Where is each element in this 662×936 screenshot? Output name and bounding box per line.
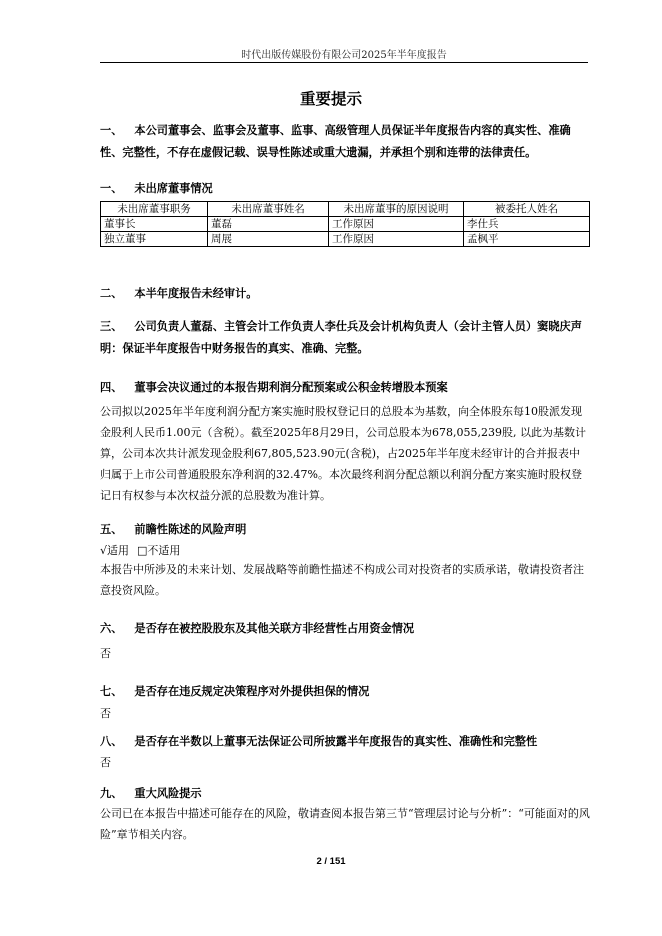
- profit-distribution-heading: [100, 379, 590, 395]
- page-title: 重要提示: [299, 89, 362, 108]
- section-number: 五、: [100, 522, 123, 536]
- statement-1-number: 一、: [100, 123, 123, 137]
- table-cell: 周展: [208, 232, 329, 247]
- section-number: 七、: [100, 684, 123, 698]
- section-heading: 未出席董事情况: [134, 181, 213, 195]
- table-cell: 孟枫平: [464, 232, 590, 247]
- section-number: 三、: [100, 319, 123, 333]
- checkbox-applicable: √适用: [100, 544, 130, 557]
- table-header-cell: 未出席董事姓名: [208, 202, 329, 217]
- absent-directors-heading: [100, 180, 590, 196]
- table-row: [101, 232, 590, 247]
- guarantee-answer: 否: [100, 707, 111, 720]
- table-cell: 董事长: [101, 217, 208, 232]
- major-risk-body: 公司已在本报告中描述可能存在的风险，敬请查阅本报告第三节“管理层讨论与分析”：“可能面对的风险”章节相关内容。: [100, 807, 590, 841]
- table-header-cell: 未出席董事的原因说明: [329, 202, 464, 217]
- table-cell: 工作原因: [329, 232, 464, 247]
- forward-looking-heading: [100, 521, 590, 537]
- guarantee-heading: [100, 683, 590, 699]
- section-number: 四、: [100, 380, 123, 394]
- statement-1-text: 本公司董事会、监事会及董事、监事、高级管理人员保证半年度报告内容的真实性、准确性、完整性，不存在虚假记载、误导性陈述或重大遗漏，并承担个别和连带的法律责任。: [100, 123, 571, 159]
- funds-occupation-answer: 否: [100, 647, 111, 660]
- checkbox-not-applicable: □不适用: [137, 544, 181, 557]
- statement-text: 本半年度报告未经审计。: [134, 286, 258, 300]
- forward-looking-body: 本报告中所涉及的未来计划、发展战略等前瞻性描述不构成公司对投资者的实质承诺，敬请投资者注意投资风险。: [100, 563, 584, 597]
- table-cell: 董磊: [208, 217, 329, 232]
- table-header-cell: 未出席董事职务: [101, 202, 208, 217]
- section-number: 一、: [100, 181, 123, 195]
- directors-guarantee-answer: 否: [100, 756, 111, 769]
- section-number: 八、: [100, 734, 123, 748]
- profit-distribution-body: 公司拟以2025年半年度利润分配方案实施时股权登记日的总股本为基数，向全体股东每10股派发现金股利人民币1.00元（含税）。截至2025年8月29日，公司总股本为678,055,239股, 以此为基数计算，公司本次共计派发现金股利67,805,523.90元(含税)，占2025年半年度未经审计的合并报表中归属于上市公司普通股股东净利润的32.47%。本次最终利润分配总额以利润分配方案实施时股权登记日有权参与本次权益分派的总股数为准计算。: [100, 405, 586, 502]
- header-rule: [100, 62, 588, 63]
- running-header: 时代出版传媒股份有限公司2025年半年度报告: [241, 50, 447, 61]
- table-header-row: [101, 202, 590, 217]
- page-number: 2 / 151: [316, 856, 346, 867]
- table-row: [101, 217, 590, 232]
- section-heading: 是否存在违反规定决策程序对外提供担保的情况: [134, 684, 370, 698]
- section-heading: 董事会决议通过的本报告期利润分配预案或公积金转增股本预案: [134, 380, 448, 394]
- statement-not-audited: [100, 285, 590, 301]
- table-cell: 李仕兵: [464, 217, 590, 232]
- table-cell: 工作原因: [329, 217, 464, 232]
- section-heading: 是否存在半数以上董事无法保证公司所披露半年度报告的真实性、准确性和完整性: [134, 734, 538, 748]
- statement-responsible-persons: [100, 315, 590, 359]
- table-cell: 独立董事: [101, 232, 208, 247]
- section-heading: 是否存在被控股股东及其他关联方非经营性占用资金情况: [134, 621, 415, 635]
- section-heading: 前瞻性陈述的风险声明: [134, 522, 247, 536]
- section-number: 九、: [100, 786, 123, 800]
- funds-occupation-heading: [100, 620, 590, 636]
- absent-directors-table: [100, 201, 590, 247]
- major-risk-heading: [100, 785, 590, 801]
- section-heading: 重大风险提示: [134, 786, 202, 800]
- applicability-checkboxes: [100, 542, 590, 558]
- directors-guarantee-heading: [100, 733, 590, 749]
- statement-text: 公司负责人董磊、主管会计工作负责人李仕兵及会计机构负责人（会计主管人员）窦晓庆声明：保证半年度报告中财务报告的真实、准确、完整。: [100, 319, 582, 355]
- statement-1: [100, 119, 590, 163]
- section-number: 二、: [100, 286, 123, 300]
- section-number: 六、: [100, 621, 123, 635]
- table-header-cell: 被委托人姓名: [464, 202, 590, 217]
